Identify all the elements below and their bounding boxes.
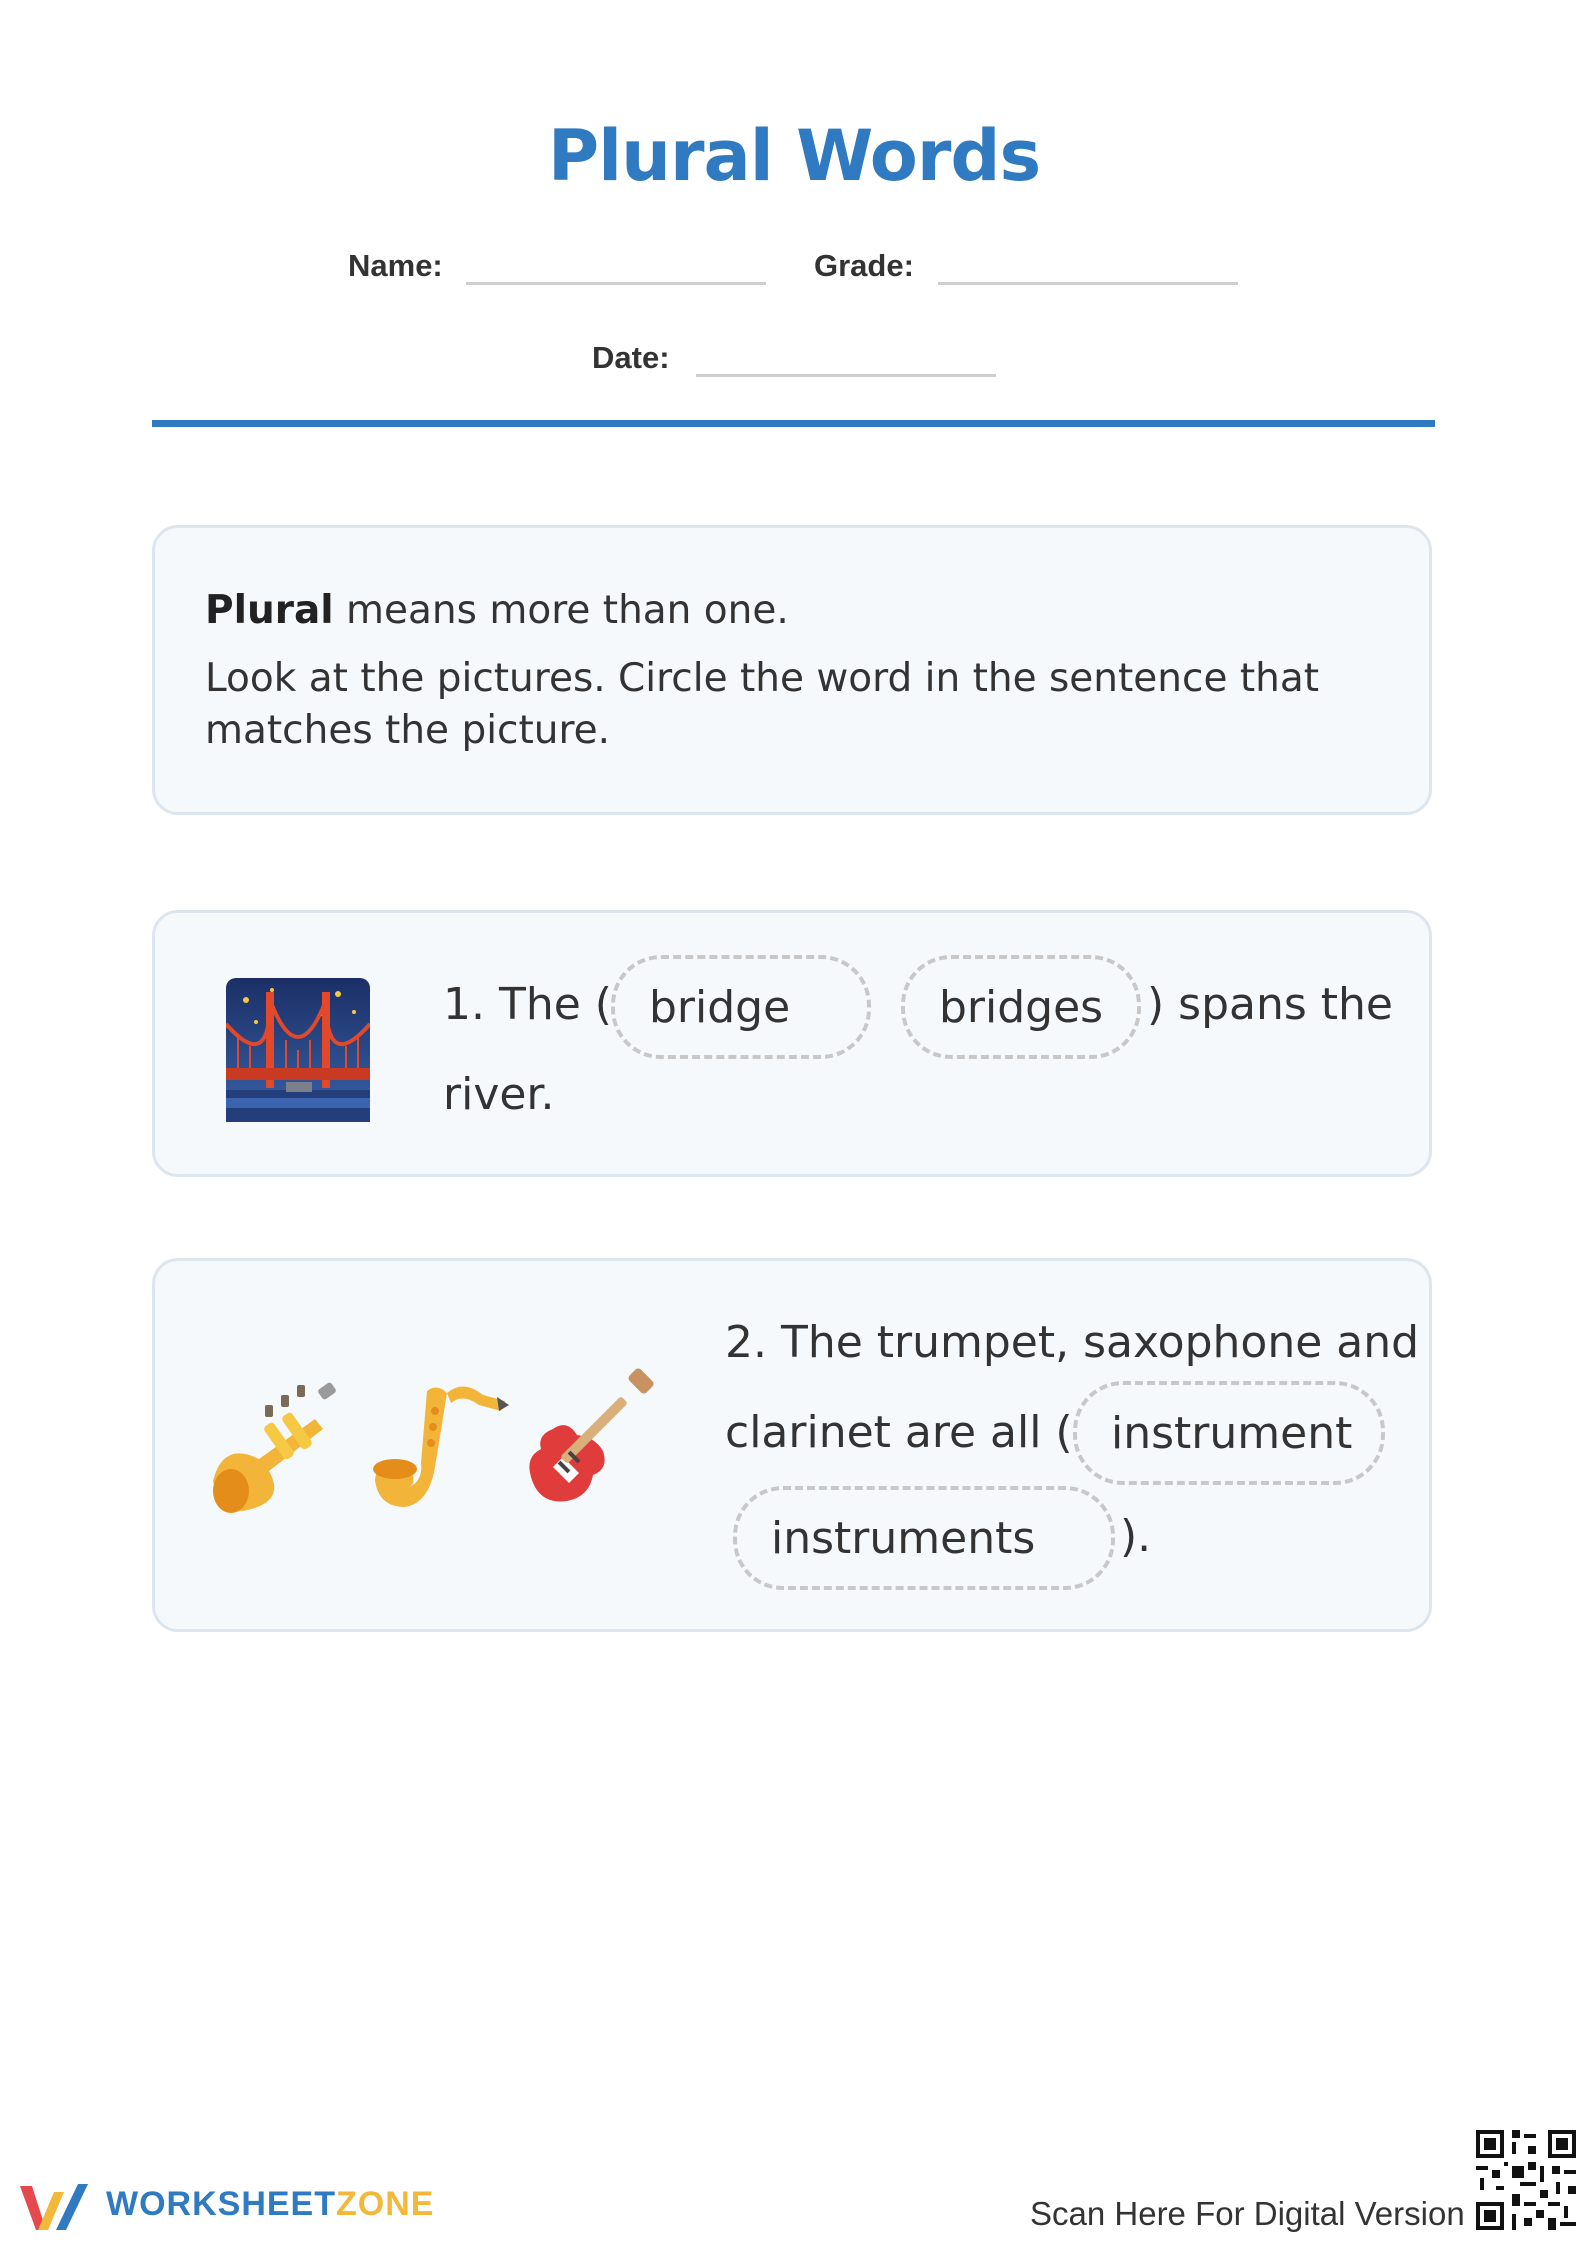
scan-caption: Scan Here For Digital Version <box>1030 2195 1465 2232</box>
question-1-card <box>152 910 1432 1177</box>
header-divider <box>152 420 1435 427</box>
question-2-prefix: clarinet are all ( <box>725 1407 1073 1458</box>
choice-instruments[interactable]: instruments <box>733 1486 1115 1590</box>
choice-bridge[interactable]: bridge <box>611 955 871 1059</box>
qr-code-icon[interactable] <box>1472 2126 1580 2234</box>
choice-bridges[interactable]: bridges <box>901 955 1141 1059</box>
choice-instrument[interactable]: instrument <box>1073 1381 1385 1485</box>
intro-line-1: Plural means more than one. <box>205 588 789 633</box>
grade-label: Grade: <box>814 248 914 283</box>
brand-name: WORKSHEETZONE <box>106 2185 435 2223</box>
bridge-at-night-icon <box>226 978 370 1122</box>
instructions-card <box>152 525 1432 815</box>
question-1-suffix: ) spans the <box>1147 979 1393 1030</box>
date-label: Date: <box>592 340 670 375</box>
worksheetzone-logo-icon <box>16 2180 96 2236</box>
question-1-prefix: 1. The ( <box>443 979 612 1030</box>
intro-line-2: Look at the pictures. Circle the word in the sentence that <box>205 656 1320 701</box>
name-field[interactable] <box>466 282 766 285</box>
guitar-icon <box>517 1365 667 1515</box>
date-field[interactable] <box>696 374 996 377</box>
question-2-line-1: 2. The trumpet, saxophone and <box>725 1317 1420 1368</box>
grade-field[interactable] <box>938 282 1238 285</box>
trumpet-icon <box>203 1371 349 1517</box>
question-2-suffix: ). <box>1120 1511 1152 1562</box>
plural-keyword: Plural <box>205 588 334 633</box>
name-label: Name: <box>348 248 443 283</box>
page-title: Plural Words <box>547 115 1041 197</box>
question-1-line-2: river. <box>443 1069 555 1120</box>
saxophone-icon <box>365 1371 511 1517</box>
question-2-card <box>152 1258 1432 1632</box>
intro-line-3: matches the picture. <box>205 708 611 753</box>
